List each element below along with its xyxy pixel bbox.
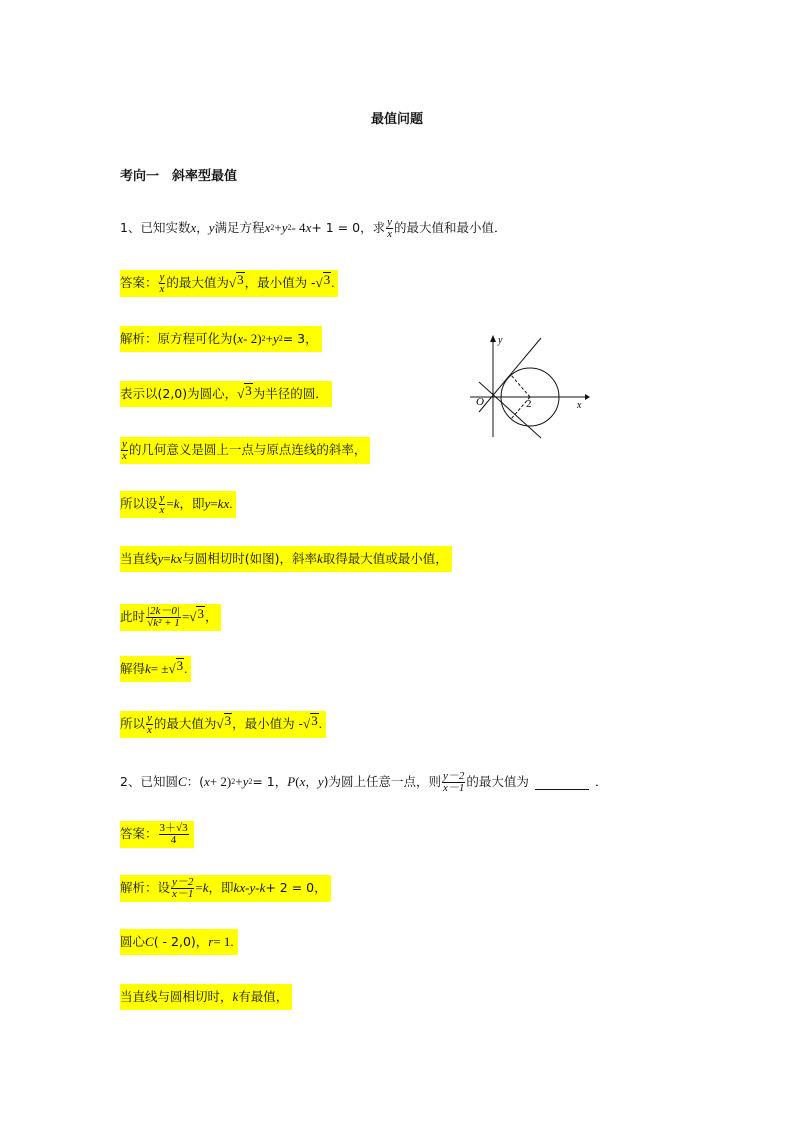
section-heading: 考向一 斜率型最值 bbox=[120, 169, 238, 184]
solution-1-line-7: 解得 k = ± √ 3 . bbox=[120, 658, 191, 680]
x-axis-arrow bbox=[585, 394, 590, 400]
solution-2-line-3: 当直线与圆相切时， k 有最值， bbox=[120, 986, 292, 1008]
solution-1-line-2: 表示以(2,0)为圆心， √ 3 为半径的圆． bbox=[120, 383, 332, 405]
tangent-line-upper bbox=[479, 338, 541, 412]
solution-1-line-1: 解析：原方程可化为( x - 2) 2 + y 2 = 3， bbox=[120, 328, 322, 350]
solution-2-line-2: 圆心 C ( - 2,0)， r = 1. bbox=[120, 931, 238, 953]
solution-1-line-8: 所以 $\frac{y}{x}$ 的最大值为 √ 3 ，最小值为 - √ 3 . bbox=[120, 710, 326, 738]
solution-1-line-5: 当直线 y = kx 与圆相切时(如图)，斜率 k 取得最大值或最小值， bbox=[120, 548, 452, 570]
solution-2-line-1: 解析：设 $\frac{y-2}{x-1}$ = k ，即 kx - y - k + 2 = 0， bbox=[120, 873, 331, 903]
page-title: 最值问题 bbox=[370, 112, 423, 127]
fraction-y-over-x: $\frac{y}{x}$ bbox=[387, 215, 393, 240]
radius-upper-dashed bbox=[511, 375, 530, 397]
circle-tangent-figure bbox=[465, 332, 590, 440]
solution-1-line-6: 此时 $\frac{|2k-0|}{\text{√k² + 1}}$ = √ 3 ， bbox=[120, 602, 221, 632]
solution-1-line-3: $\frac{y}{x}$ 的几何意义是圆上一点与原点连线的斜率， bbox=[120, 436, 370, 464]
answer-blank[interactable] bbox=[535, 775, 589, 790]
origin-label: O bbox=[476, 396, 484, 408]
question-1: 1、 已知实数 x ， y 满足方程 x 2 + y 2 - 4 x + 1 = 0，求 $\frac{y}{x}$ 的最大值和最小值． bbox=[120, 215, 507, 240]
y-axis-arrow bbox=[490, 335, 496, 342]
x-axis-label: x bbox=[577, 400, 582, 411]
solution-1-line-4: 所以设 $\frac{y}{x}$ = k ，即 y = kx . bbox=[120, 493, 236, 515]
answer-2: 答案： $\frac{3+√3}{4}$ bbox=[120, 818, 194, 850]
center-label: 2 bbox=[526, 398, 532, 410]
tangent-line-lower bbox=[479, 382, 541, 438]
sqrt-3: √ 3 bbox=[228, 272, 244, 290]
question-2: 2、 已知圆 C ：( x + 2) 2 + y 2 = 1， P ( x ， y )为圆上任意一点，则 $\frac{y-2}{x-1}$ 的最大值为 ． bbox=[120, 769, 608, 794]
y-axis-label: y bbox=[498, 335, 503, 346]
answer-1: 答案： $\frac{y}{x}$ 的最大值为 √ 3 ，最小值为 - √ 3 . bbox=[120, 272, 338, 294]
